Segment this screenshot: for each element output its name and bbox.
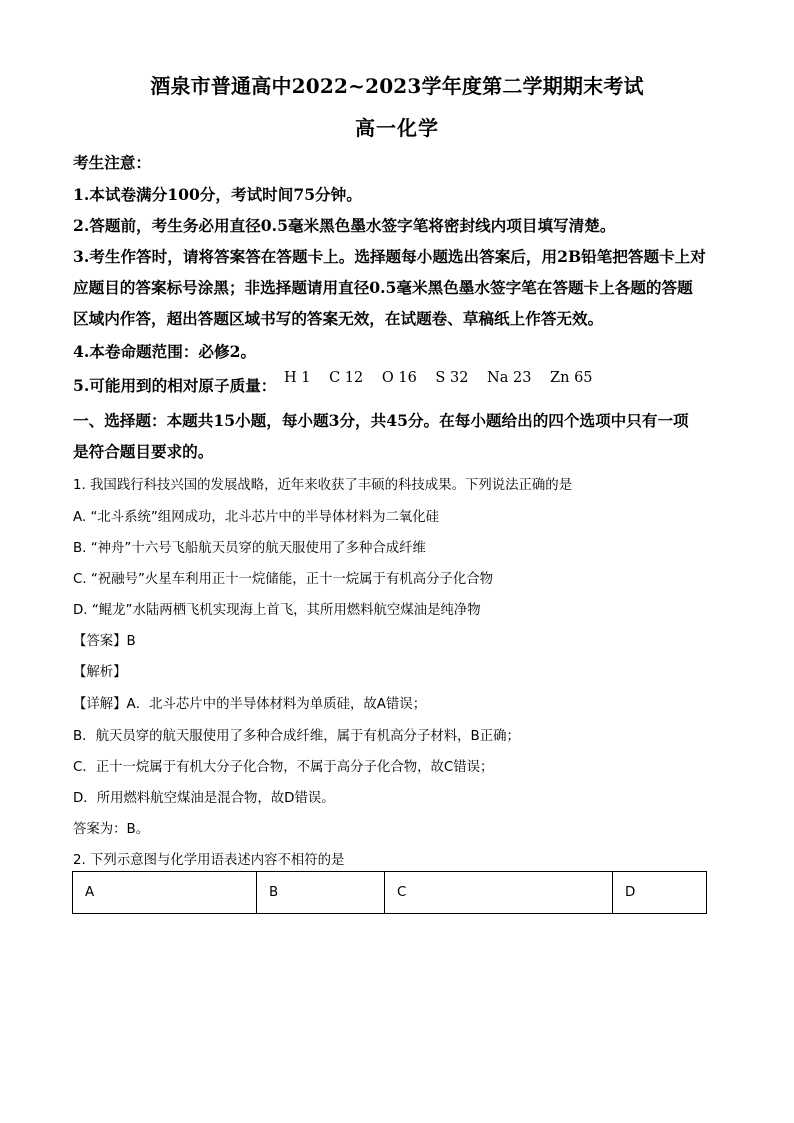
notice-heading: 考生注意：: [73, 153, 151, 172]
atomic-mass-s: S 32: [435, 370, 469, 386]
option-b-cell: B: [257, 872, 385, 914]
section-heading: 一、选择题：本题共15小题，每小题3分，共45分。在每小题给出的四个选项中只有一项: [73, 411, 689, 430]
notice-mass-label: 5.可能用到的相对原子质量：: [73, 376, 277, 395]
question-1-detail-d: D．所用燃料航空煤油是混合物，故D错误。: [73, 791, 335, 806]
question-1-detail-a: 【详解】A．北斗芯片中的半导体材料为单质硅，故A错误；: [73, 697, 427, 712]
question-1-final-answer: 答案为：B。: [73, 822, 150, 837]
question-1-detail-b: B．航天员穿的航天服使用了多种合成纤维，属于有机高分子材料，B正确；: [73, 729, 520, 744]
table-row: [73, 872, 707, 914]
question-1-analysis: 【解析】: [73, 665, 127, 680]
notice-item-3-cont-1: 应题目的答案标号涂黑；非选择题请用直径0.5毫米黑色墨水签字笔在答题卡上各题的答题: [73, 278, 693, 297]
question-1-option-b: B. “神舟”十六号飞船航天员穿的航天服使用了多种合成纤维: [73, 541, 426, 556]
notice-item-2: 2.答题前，考生务必用直径0.5毫米黑色墨水签字笔将密封线内项目填写清楚。: [73, 216, 616, 235]
question-1-option-c: C. “祝融号”火星车利用正十一烷储能，正十一烷属于有机高分子化合物: [73, 572, 494, 587]
question-1-detail-c: C．正十一烷属于有机大分子化合物，不属于高分子化合物，故C错误；: [73, 760, 494, 775]
question-2-stem: 2. 下列示意图与化学用语表述内容不相符的是: [73, 853, 345, 868]
section-heading-cont: 是符合题目要求的。: [73, 442, 214, 461]
atomic-mass-na: Na 23: [487, 370, 532, 386]
question-1-option-a: A. “北斗系统”组网成功，北斗芯片中的半导体材料为二氧化硅: [73, 510, 440, 525]
exam-subject: 高一化学: [355, 116, 439, 140]
atomic-mass-list: [284, 370, 607, 386]
question-1-option-d: D. “鲲龙”水陆两栖飞机实现海上首飞，其所用燃料航空煤油是纯净物: [73, 603, 481, 618]
option-c-cell: C: [385, 872, 613, 914]
atomic-mass-h: H 1: [284, 370, 311, 386]
question-1-stem: 1. 我国践行科技兴国的发展战略，近年来收获了丰硕的科技成果。下列说法正确的是: [73, 478, 573, 493]
atomic-mass-o: O 16: [381, 370, 417, 386]
exam-title: 酒泉市普通高中2022~2023学年度第二学期期末考试: [150, 74, 644, 98]
atomic-mass-c: C 12: [329, 370, 364, 386]
question-2-options-table: [72, 871, 707, 914]
notice-item-1: 1.本试卷满分100分，考试时间75分钟。: [73, 185, 362, 204]
atomic-mass-zn: Zn 65: [550, 370, 593, 386]
question-1-answer: 【答案】B: [73, 634, 136, 649]
notice-item-3-cont-2: 区域内作答，超出答题区域书写的答案无效，在试题卷、草稿纸上作答无效。: [73, 309, 604, 328]
option-a-cell: A: [73, 872, 257, 914]
notice-item-3: 3.考生作答时，请将答案答在答题卡上。选择题每小题选出答案后，用2B铅笔把答题卡上对: [73, 247, 706, 266]
option-d-cell: D: [613, 872, 707, 914]
notice-item-4: 4.本卷命题范围：必修2。: [73, 342, 257, 361]
